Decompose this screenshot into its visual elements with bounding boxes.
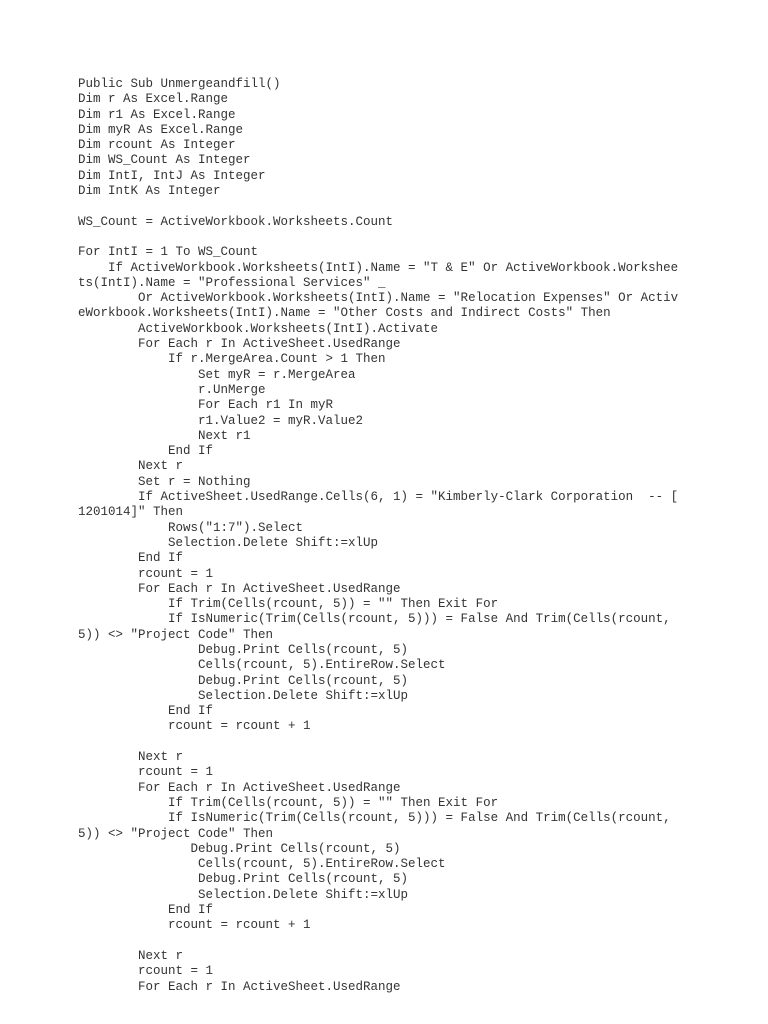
code-line: rcount = rcount + 1 [78, 719, 311, 734]
code-line: Selection.Delete Shift:=xlUp [78, 535, 379, 550]
code-line: 5)) <> "Project Code" Then [78, 627, 274, 642]
code-line: End If [78, 704, 214, 719]
code-line [78, 199, 678, 214]
code-line: Debug.Print Cells(rcount, 5) [78, 841, 401, 856]
code-line [78, 934, 678, 949]
code-line: If Trim(Cells(rcount, 5)) = "" Then Exit For [78, 597, 499, 612]
code-line: rcount = 1 [78, 964, 214, 979]
code-line: Or ActiveWorkbook.Worksheets(IntI).Name = "Relocation Expenses" Or Activ [78, 291, 679, 306]
code-line: For Each r1 In myR [78, 398, 334, 413]
code-line: If ActiveSheet.UsedRange.Cells(6, 1) = "Kimberly-Clark Corporation -- [ [78, 490, 679, 505]
code-line: Dim rcount As Integer [78, 138, 236, 153]
code-line: If IsNumeric(Trim(Cells(rcount, 5))) = False And Trim(Cells(rcount, [78, 612, 671, 627]
code-line: Cells(rcount, 5).EntireRow.Select [78, 658, 446, 673]
code-line: For Each r In ActiveSheet.UsedRange [78, 780, 401, 795]
code-line: Dim r As Excel.Range [78, 92, 229, 107]
code-line: End If [78, 444, 214, 459]
code-line: For Each r In ActiveSheet.UsedRange [78, 337, 401, 352]
code-line: End If [78, 903, 214, 918]
code-line: Selection.Delete Shift:=xlUp [78, 887, 409, 902]
code-line: Dim r1 As Excel.Range [78, 107, 236, 122]
code-line: Dim WS_Count As Integer [78, 153, 251, 168]
code-line: Next r [78, 459, 184, 474]
code-line: If ActiveWorkbook.Worksheets(IntI).Name = "T & E" Or ActiveWorkbook.Workshee [78, 260, 679, 275]
code-line: For IntI = 1 To WS_Count [78, 245, 259, 260]
code-line: eWorkbook.Worksheets(IntI).Name = "Other Costs and Indirect Costs" Then [78, 306, 611, 321]
code-line: r.UnMerge [78, 382, 266, 397]
code-line: 1201014]" Then [78, 505, 184, 520]
code-line: ActiveWorkbook.Worksheets(IntI).Activate [78, 321, 439, 336]
code-line: rcount = rcount + 1 [78, 918, 311, 933]
code-line: ts(IntI).Name = "Professional Services" _ [78, 275, 386, 290]
vba-code-listing [78, 77, 678, 995]
code-line: For Each r In ActiveSheet.UsedRange [78, 581, 401, 596]
code-line: 5)) <> "Project Code" Then [78, 826, 274, 841]
code-line: If r.MergeArea.Count > 1 Then [78, 352, 386, 367]
code-line: rcount = 1 [78, 765, 214, 780]
code-line: Cells(rcount, 5).EntireRow.Select [78, 857, 446, 872]
code-line: Set r = Nothing [78, 474, 251, 489]
code-line: Debug.Print Cells(rcount, 5) [78, 642, 409, 657]
code-line: Next r1 [78, 428, 251, 443]
code-line: If Trim(Cells(rcount, 5)) = "" Then Exit For [78, 795, 499, 810]
code-line: Selection.Delete Shift:=xlUp [78, 688, 409, 703]
code-line: If IsNumeric(Trim(Cells(rcount, 5))) = False And Trim(Cells(rcount, [78, 811, 671, 826]
code-line: rcount = 1 [78, 566, 214, 581]
code-line: Set myR = r.MergeArea [78, 367, 356, 382]
code-line: Dim IntI, IntJ As Integer [78, 168, 266, 183]
code-line: Rows("1:7").Select [78, 520, 304, 535]
code-line: WS_Count = ActiveWorkbook.Worksheets.Count [78, 214, 394, 229]
code-line: For Each r In ActiveSheet.UsedRange [78, 979, 401, 994]
code-line: Next r [78, 948, 184, 963]
code-line: Debug.Print Cells(rcount, 5) [78, 872, 409, 887]
code-line [78, 230, 678, 245]
code-line: Dim myR As Excel.Range [78, 122, 244, 137]
code-line: Public Sub Unmergeandfill() [78, 77, 281, 91]
code-line: End If [78, 551, 184, 566]
code-line [78, 735, 678, 750]
code-line: Dim IntK As Integer [78, 184, 221, 199]
code-line: Next r [78, 750, 184, 765]
code-line: Debug.Print Cells(rcount, 5) [78, 673, 409, 688]
code-line: r1.Value2 = myR.Value2 [78, 413, 364, 428]
